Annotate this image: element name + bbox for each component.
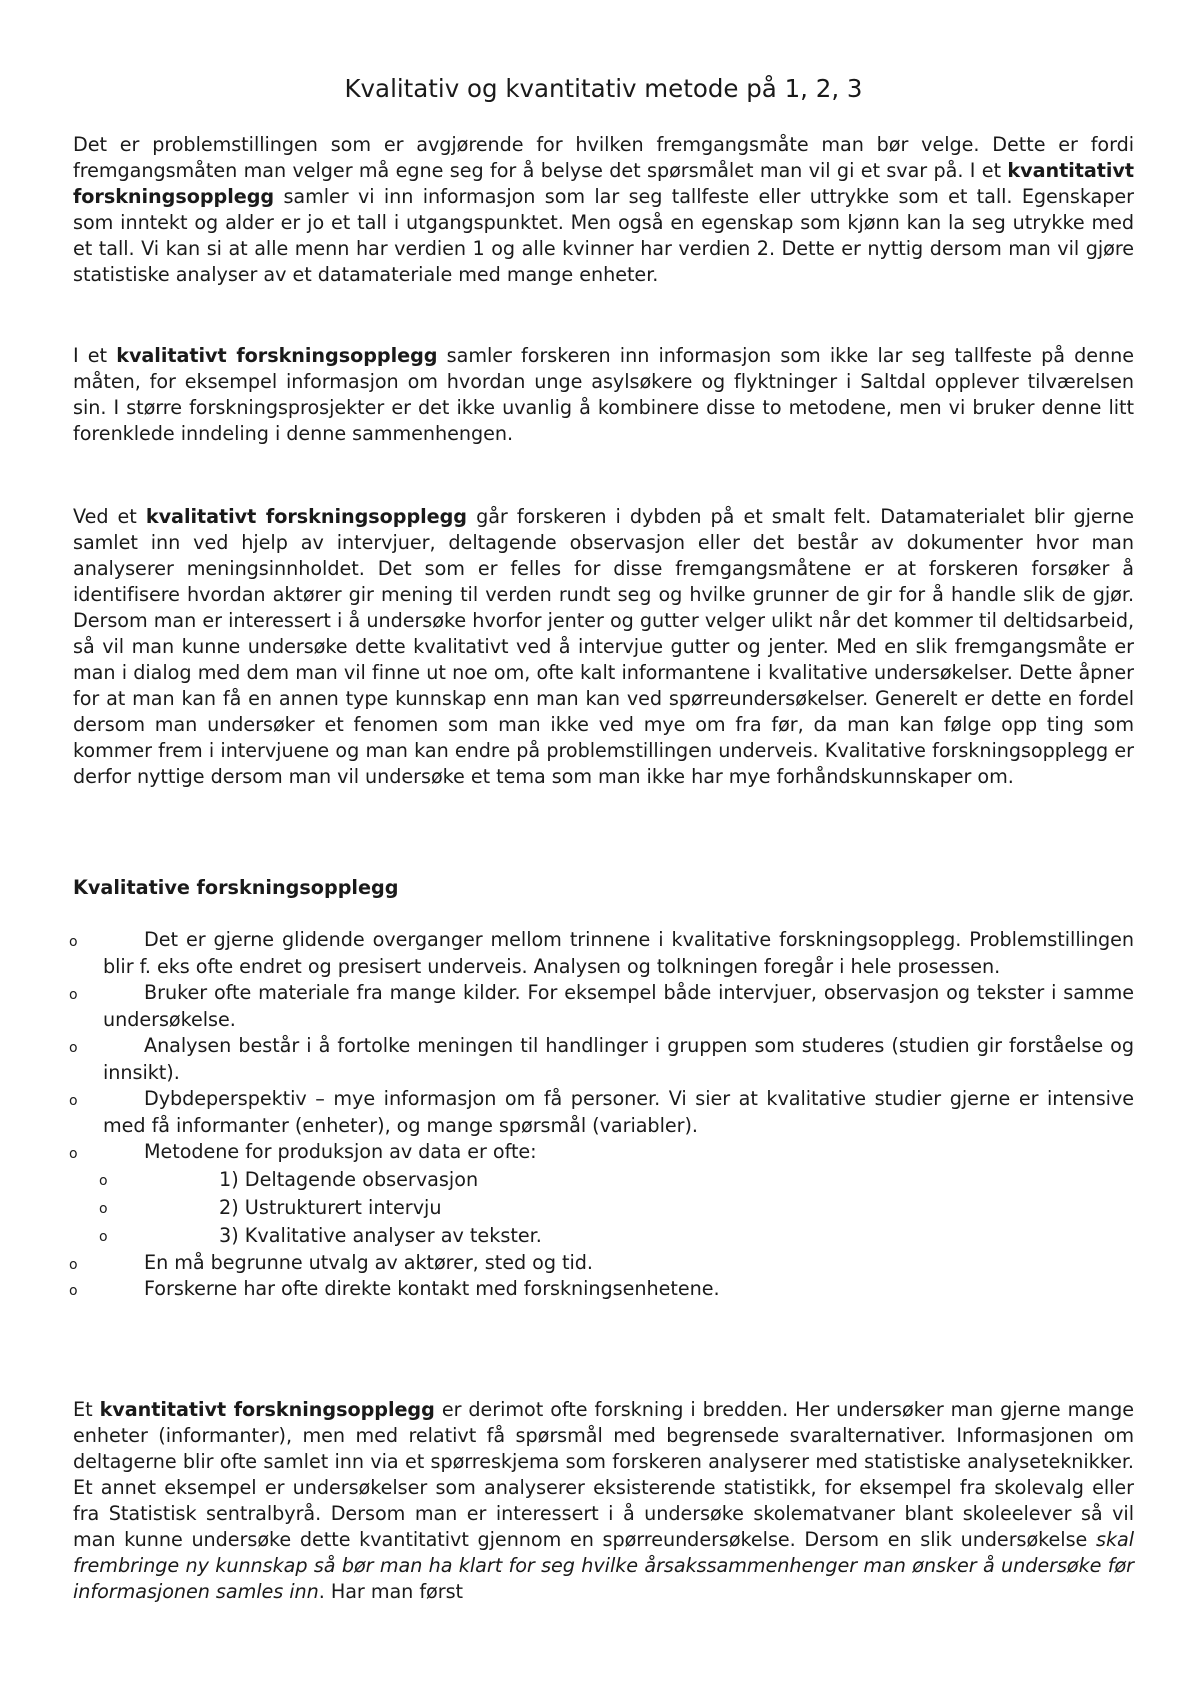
list-item-text: Dybdeperspektiv – mye informasjon om få personer. Vi sier at kvalitative studier gjerne er intensive med få informanter (enheter), og mange spørsmål (variabler).: [103, 1087, 1134, 1137]
sub-list-item-text: 1) Deltagende observasjon: [219, 1167, 479, 1191]
paragraph-qualitative-detail: [73, 504, 1134, 790]
sub-list-item: [73, 1194, 1134, 1222]
paragraph-text: Ved et: [73, 505, 146, 528]
bullet-icon: o: [69, 1256, 78, 1273]
bullet-icon: o: [69, 1040, 78, 1056]
bullet-icon: o: [69, 1146, 78, 1162]
list-item: [69, 1033, 1134, 1086]
list-item: [69, 1250, 1134, 1277]
section-heading: Kvalitative forskningsopplegg: [73, 876, 399, 899]
list-item-text: Det er gjerne glidende overganger mellom trinnene i kvalitative forskningsopplegg. Problemstillingen blir f. eks ofte endret og presisert underveis. Analysen og tolkningen foregår i hele prosessen.: [103, 928, 1134, 978]
sub-list-item-text: 2) Ustrukturert intervju: [219, 1195, 442, 1219]
list-item-text: En må begrunne utvalg av aktører, sted og tid.: [144, 1250, 593, 1274]
paragraph-quantitative: [73, 1397, 1134, 1605]
bullet-icon: o: [69, 1283, 78, 1299]
bullet-icon: o: [99, 1172, 108, 1189]
bold-term: kvantitativt forskningsopplegg: [99, 1398, 435, 1421]
sub-list-item-text: 3) Kvalitative analyser av tekster.: [219, 1223, 542, 1247]
paragraph-intro: [73, 132, 1134, 288]
paragraph-text: Det er problemstillingen som er avgjørende for hvilken fremgangsmåte man bør velge. Dette er fordi fremgangsmåten man velger må egne seg for å belyse det spørsmålet man vil gi et svar på. I et: [73, 133, 1134, 182]
paragraph-text: Et: [73, 1398, 100, 1421]
bold-term: kvalitativt forskningsopplegg: [145, 505, 467, 528]
list-item: [69, 1139, 1134, 1166]
paragraph-text: . Har man først: [318, 1580, 463, 1603]
bullet-icon: o: [99, 1228, 108, 1245]
paragraph-text: går forskeren i dybden på et smalt felt. Datamaterialet blir gjerne samlet inn ved hjelp av intervjuer, deltagende observasjon eller det består av dokumenter hvor man analyserer meningsinnholdet. Det som er felles for disse fremgangsmåtene er at forskeren forsøker å identifisere hvordan aktører gir mening til verden rundt seg og hvilke grunner de gir for å handle slik de gjør. Dersom man er interessert i å undersøke hvorfor jenter og gutter velger ulikt når det kommer til deltidsarbeid, så vil man kunne undersøke dette kvalitativt ved å intervjue gutter og jenter. Med en slik fremgangsmåte er man i dialog med dem man vil finne ut noe om, ofte kalt informantene i kvalitative undersøkelser. Dette åpner for at man kan få en annen type kunnskap enn man kan ved spørreundersøkelser. Generelt er dette en fordel dersom man undersøker et fenomen som man ikke ved mye om fra før, da man kan følge opp ting som kommer frem i intervjuene og man kan endre på problemstillingen underveis. Kvalitative forskningsopplegg er derfor nyttige dersom man vil undersøke et tema som man ikke har mye forhåndskunnskaper om.: [73, 505, 1134, 788]
sub-list-item: [73, 1222, 1134, 1250]
list-item: [69, 1276, 1134, 1303]
bold-term: kvalitativt forskningsopplegg: [116, 344, 438, 367]
document-title: Kvalitativ og kvantitativ metode på 1, 2, 3: [344, 74, 863, 103]
bold-term: kvantitativt forskningsopplegg: [73, 159, 1134, 208]
list-item: [69, 927, 1134, 980]
list-item-text: Analysen består i å fortolke meningen til handlinger i gruppen som studeres (studien gir forståelse og innsikt).: [103, 1034, 1134, 1084]
paragraph-text: er derimot ofte forskning i bredden. Her undersøker man gjerne mange enheter (informanter), men med relativt få spørsmål med begrensede svaralternativer. Informasjonen om deltagerne blir ofte samlet inn via et spørreskjema som forskeren analyserer med statistiske analyseteknikker. Et annet eksempel er undersøkelser som analyserer eksisterende statistikk, for eksempel fra skolevalg eller fra Statistisk sentralbyrå. Dersom man er interessert i å undersøke skolematvaner blant skoleelever så vil man kunne undersøke dette kvantitativt gjennom en spørreundersøkelse. Dersom en slik undersøkelse: [73, 1398, 1134, 1551]
bullet-icon: o: [69, 934, 78, 950]
sub-list-item: [73, 1166, 1134, 1194]
paragraph-text: samler forskeren inn informasjon som ikke lar seg tallfeste på denne måten, for eksempel informasjon om hvordan unge asylsøkere og flyktninger i Saltdal opplever tilværelsen sin. I større forskningsprosjekter er det ikke uvanlig å kombinere disse to metodene, men vi bruker denne litt forenklede inndeling i denne sammenhengen.: [73, 344, 1134, 445]
bullet-icon: o: [99, 1200, 108, 1217]
list-item: [69, 980, 1134, 1033]
list-item-text: Bruker ofte materiale fra mange kilder. For eksempel både intervjuer, observasjon og tekster i samme undersøkelse.: [103, 981, 1134, 1031]
paragraph-qualitative-intro: [73, 343, 1134, 447]
paragraph-text: samler vi inn informasjon som lar seg tallfeste eller uttrykke som et tall. Egenskaper som inntekt og alder er jo et tall i utgangspunktet. Men også en egenskap som kjønn kan la seg utrykke med et tall. Vi kan si at alle menn har verdien 1 og alle kvinner har verdien 2. Dette er nyttig dersom man vil gjøre statistiske analyser av et datamateriale med mange enheter.: [73, 185, 1134, 286]
list-item: [69, 1086, 1134, 1139]
list-item-text: Forskerne har ofte direkte kontakt med forskningsenhetene.: [144, 1277, 720, 1300]
italic-emphasis: skal frembringe ny kunnskap så bør man ha klart for seg hvilke årsakssammenhenger man ønsker å undersøke før informasjonen samles inn: [73, 1528, 1134, 1603]
bullet-list: [69, 927, 1134, 1303]
list-item-text: Metodene for produksjon av data er ofte:: [144, 1140, 537, 1163]
paragraph-text: I et: [73, 344, 117, 367]
bullet-icon: o: [69, 987, 78, 1003]
bullet-icon: o: [69, 1093, 78, 1109]
